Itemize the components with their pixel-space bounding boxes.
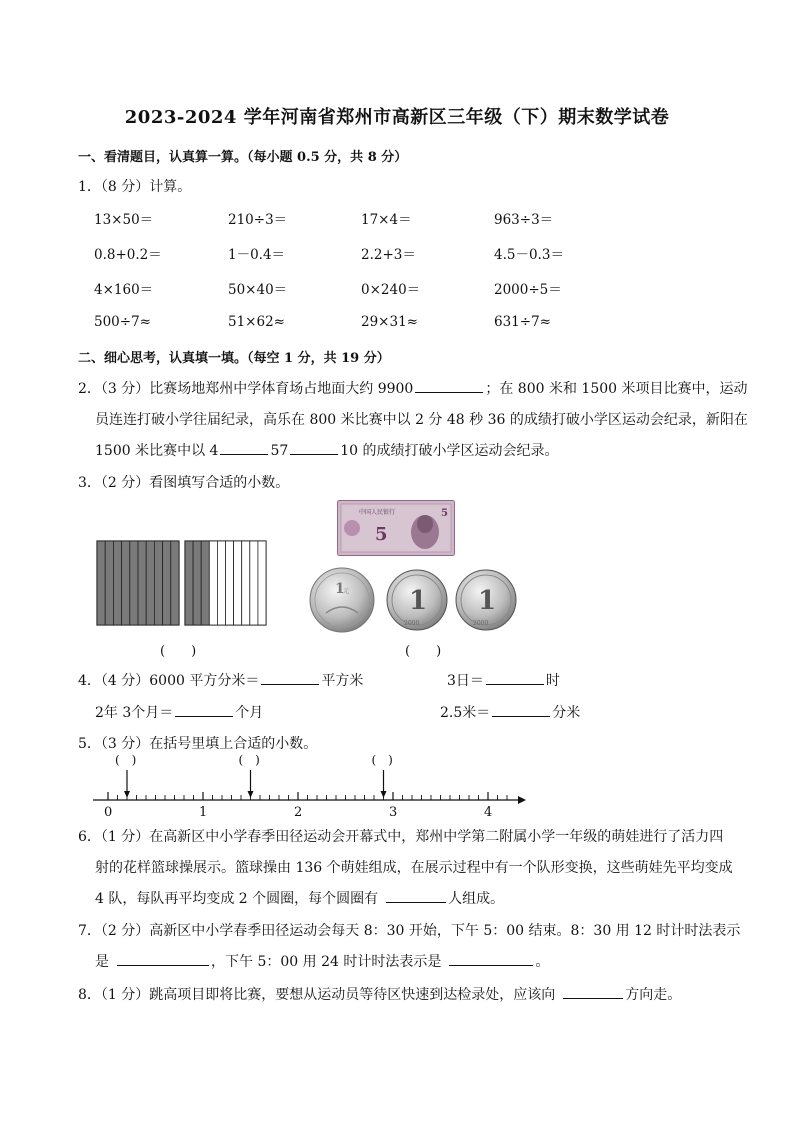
answer-blank[interactable] (386, 888, 446, 903)
page-title: 2023-2024 学年河南省郑州市高新区三年级（下）期末数学试卷 (124, 107, 670, 128)
q6-line-1: 6．（1 分）在高新区中小学春季田径运动会开幕式中，郑州中学第二附属小学一年级的萌娃进行了活力四 (78, 829, 724, 845)
grid-strip (138, 541, 146, 625)
answer-blank[interactable] (261, 670, 319, 685)
q7-line-2: 是 ，下午 5：00 用 24 时计时法表示是 。 (95, 951, 549, 971)
q4-line-1a: 4．（4 分）6000 平方分米＝ 平方米 (78, 670, 363, 690)
q1-item: 29×31≈ (361, 314, 418, 330)
q1-heading: 1．（8 分）计算。 (78, 179, 192, 195)
q2-text: 2．（3 分）比赛场地郑州中学体育场占地面大约 9900 (78, 381, 414, 397)
answer-blank[interactable] (415, 378, 483, 393)
q7-line-1: 7．（2 分）高新区中小学春季田径运动会每天 8：30 开始，下午 5：00 结束。8：30 用 12 时计时法表示 (78, 923, 741, 939)
q4-line-1b: 3日＝ 时 (447, 670, 560, 690)
grid-strip (193, 541, 201, 625)
arrow-down-icon (381, 791, 387, 798)
svg-text:5: 5 (441, 508, 448, 519)
answer-blank[interactable] (290, 440, 338, 455)
grid-strip (234, 541, 242, 625)
tick-label: 2 (294, 805, 303, 820)
grid-strip (105, 541, 113, 625)
axis-arrow-icon (518, 796, 526, 804)
answer-blank[interactable] (563, 984, 623, 999)
q1-item: 0×240＝ (361, 282, 421, 298)
arrow-down-icon (124, 791, 130, 798)
q1-item: 2000÷5＝ (494, 282, 562, 298)
q1-item: 210÷3＝ (228, 212, 288, 228)
svg-text:1: 1 (335, 581, 345, 597)
q2-line-1 (78, 378, 748, 398)
q1-item: 51×62≈ (228, 314, 285, 330)
q1-item: 631÷7≈ (494, 314, 551, 330)
grid-strip (250, 541, 258, 625)
grid-strip (122, 541, 130, 625)
q1-item: 17×4＝ (361, 212, 412, 228)
svg-text:2000: 2000 (404, 620, 420, 627)
answer-paren-money[interactable]: ( ) (405, 644, 442, 659)
q1-item: 963÷3＝ (494, 212, 554, 228)
q1-item: 4×160＝ (94, 282, 154, 298)
shaded-stripes-right (185, 541, 266, 625)
answer-blank[interactable] (449, 951, 533, 966)
grid-strip (171, 541, 179, 625)
arrow-down-icon (248, 791, 254, 798)
decimal-grid-figure (96, 540, 268, 626)
q4-line-2b: 2.5米＝ 分米 (440, 702, 580, 722)
answer-blank[interactable] (117, 951, 209, 966)
q1-item: 4.5－0.3＝ (494, 247, 564, 263)
q8-line: 8．（1 分）跳高项目即将比赛，要想从运动员等待区快速到达检录处，应该向 方向走。 (78, 984, 681, 1004)
grid-strip (209, 541, 217, 625)
answer-blank[interactable] (220, 440, 268, 455)
svg-text:元: 元 (343, 588, 350, 595)
q1-item: 13×50＝ (94, 212, 154, 228)
answer-blank[interactable] (486, 670, 544, 685)
grid-strip (97, 541, 105, 625)
svg-text:1: 1 (409, 586, 428, 616)
answer-blank[interactable] (492, 702, 550, 717)
q6-line-2: 射的花样篮球操展示。篮球操由 136 个萌娃组成，在展示过程中有一个队形变换，这些萌娃先平均变成 (95, 860, 733, 876)
number-line (88, 752, 528, 822)
q2-line-3 (95, 440, 559, 460)
coin-orchid-1 (387, 570, 447, 630)
q2-text: ；在 800 米和 1500 米项目比赛中，运动 (485, 381, 748, 397)
q2-text: 10 的成绩打破小学区运动会纪录。 (340, 443, 559, 459)
section-1-heading: 一、看清题目，认真算一算。（每小题 0.5 分，共 8 分） (78, 150, 408, 165)
svg-text:1: 1 (478, 586, 497, 616)
q6-line-3: 4 队，每队再平均变成 2 个圆圈，每个圆圈有 人组成。 (95, 888, 504, 908)
q2-line-2: 员连连打破小学往届纪录，高乐在 800 米比赛中以 2 分 48 秒 36 的成绩打破小学区运动会纪录，新阳在 (95, 412, 748, 428)
q2-text: 57 (270, 443, 289, 459)
tick-label: 1 (199, 805, 208, 820)
coins-figure (308, 565, 518, 635)
grid-strip (242, 541, 250, 625)
shaded-stripes-left (97, 541, 179, 625)
answer-paren[interactable]: ( ) (371, 753, 393, 767)
banknote-bank-name: 中国人民银行 (359, 509, 396, 516)
grid-strip (217, 541, 225, 625)
banknote-denomination: 5 (375, 524, 388, 545)
emblem-icon (344, 520, 360, 536)
grid-strip (226, 541, 234, 625)
q1-item: 50×40＝ (228, 282, 288, 298)
grid-strip (154, 541, 162, 625)
section-2-heading: 二、细心思考，认真填一填。（每空 1 分，共 19 分） (78, 351, 390, 366)
grid-strip (201, 541, 209, 625)
tick-label: 0 (104, 805, 113, 820)
grid-strip (185, 541, 193, 625)
five-yuan-banknote (337, 500, 455, 556)
tick-label: 4 (484, 805, 493, 820)
coin-chrysanthemum (310, 568, 374, 632)
q4-line-2a: 2年 3个月＝ 个月 (95, 702, 263, 722)
grid-strip (113, 541, 121, 625)
grid-strip (163, 541, 171, 625)
tick-label: 3 (389, 805, 398, 820)
grid-strip (130, 541, 138, 625)
coin-orchid-2 (456, 570, 516, 630)
q5-heading: 5．（3 分）在括号里填上合适的小数。 (78, 736, 318, 752)
answer-blank[interactable] (175, 702, 233, 717)
answer-paren[interactable]: ( ) (115, 753, 137, 767)
q1-item: 2.2+3＝ (361, 247, 416, 263)
answer-paren[interactable]: ( ) (238, 753, 260, 767)
q1-item: 500÷7≈ (94, 314, 151, 330)
svg-text:2000: 2000 (473, 620, 489, 627)
q1-item: 1－0.4＝ (228, 247, 286, 263)
grid-strip (258, 541, 266, 625)
q1-item: 0.8+0.2＝ (94, 247, 162, 263)
answer-paren-grid[interactable]: ( ) (160, 644, 197, 659)
grid-strip (146, 541, 154, 625)
q3-heading: 3．（2 分）看图填写合适的小数。 (78, 475, 290, 491)
q2-text: 1500 米比赛中以 4 (95, 443, 219, 459)
